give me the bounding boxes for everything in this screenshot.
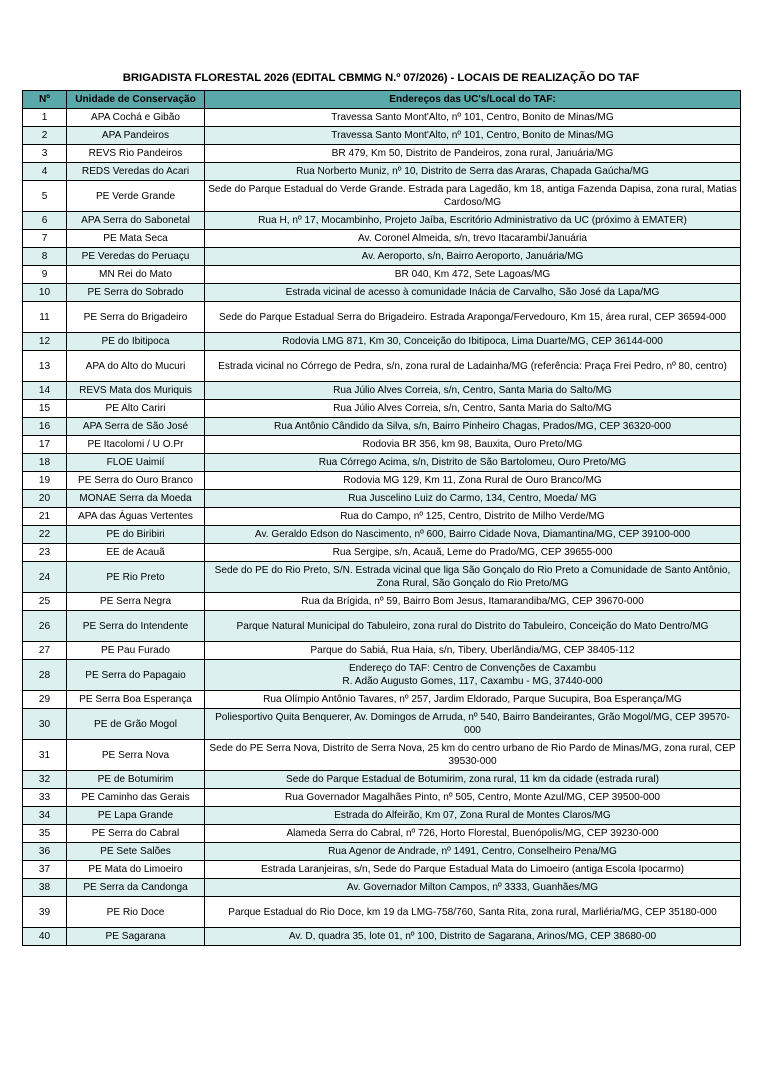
row-number: 28 [23,660,67,691]
row-number: 22 [23,526,67,544]
row-unit: PE Itacolomi / U O.Pr [67,436,205,454]
row-unit: PE Rio Preto [67,562,205,593]
row-unit: PE Alto Cariri [67,400,205,418]
table-row [23,740,741,771]
row-unit: PE Serra Negra [67,593,205,611]
table-row [23,454,741,472]
row-number: 31 [23,740,67,771]
row-unit: PE do Biribiri [67,526,205,544]
table-row [23,709,741,740]
row-number: 29 [23,691,67,709]
row-unit: PE Serra do Papagaio [67,660,205,691]
table-row [23,771,741,789]
table-row [23,897,741,928]
row-address: Rua Juscelino Luiz do Carmo, 134, Centro, Moeda/ MG [205,490,741,508]
table-row [23,400,741,418]
row-unit: APA das Águas Vertentes [67,508,205,526]
table-row [23,928,741,946]
row-unit: PE Serra do Brigadeiro [67,302,205,333]
row-number: 13 [23,351,67,382]
row-number: 26 [23,611,67,642]
table-row [23,230,741,248]
table-row [23,526,741,544]
row-unit: APA Serra de São José [67,418,205,436]
table-row [23,843,741,861]
row-address: Rodovia LMG 871, Km 30, Conceição do Ibitipoca, Lima Duarte/MG, CEP 36144-000 [205,333,741,351]
table-row [23,789,741,807]
row-number: 20 [23,490,67,508]
row-unit: APA Pandeiros [67,127,205,145]
row-number: 40 [23,928,67,946]
row-number: 14 [23,382,67,400]
table-row [23,562,741,593]
table-row [23,642,741,660]
row-number: 21 [23,508,67,526]
row-address: Sede do Parque Estadual de Botumirim, zona rural, 11 km da cidade (estrada rural) [205,771,741,789]
row-address: Rua Governador Magalhães Pinto, nº 505, Centro, Monte Azul/MG, CEP 39500-000 [205,789,741,807]
row-number: 30 [23,709,67,740]
row-unit: PE Serra do Ouro Branco [67,472,205,490]
table-header-row [23,91,741,109]
row-number: 6 [23,212,67,230]
row-unit: APA Serra do Sabonetal [67,212,205,230]
row-unit: PE Serra da Candonga [67,879,205,897]
table-row [23,266,741,284]
table-row [23,691,741,709]
row-number: 24 [23,562,67,593]
row-unit: MN Rei do Mato [67,266,205,284]
row-unit: PE Caminho das Gerais [67,789,205,807]
table-row [23,302,741,333]
row-address-line: R. Adão Augusto Gomes, 117, Caxambu - MG, 37440-000 [342,676,603,687]
row-number: 8 [23,248,67,266]
row-number: 9 [23,266,67,284]
row-number: 17 [23,436,67,454]
row-address: Sede do PE do Rio Preto, S/N. Estrada vicinal que liga São Gonçalo do Rio Preto a Comunidade de Santo Antônio, Zona Rural, São Gonçalo do Rio Preto/MG [205,562,741,593]
row-unit: PE do Ibitipoca [67,333,205,351]
row-address: Sede do Parque Estadual do Verde Grande. Estrada para Lagedão, km 18, antiga Fazenda Dapisa, zona rural, Matias Cardoso/MG [205,181,741,212]
row-unit: REDS Veredas do Acari [67,163,205,181]
row-number: 5 [23,181,67,212]
row-address: Estrada vicinal no Córrego de Pedra, s/n, zona rural de Ladainha/MG (referência: Praça Frei Pedro, nº 80, centro) [205,351,741,382]
row-unit: PE Serra do Sobrado [67,284,205,302]
row-unit: PE Pau Furado [67,642,205,660]
table-row [23,825,741,843]
row-unit: PE Sete Salões [67,843,205,861]
row-address: Travessa Santo Mont'Alto, nº 101, Centro, Bonito de Minas/MG [205,109,741,127]
row-number: 19 [23,472,67,490]
row-address: Rua H, nº 17, Mocambinho, Projeto Jaíba, Escritório Administrativo da UC (próximo à EMATER) [205,212,741,230]
row-address: BR 040, Km 472, Sete Lagoas/MG [205,266,741,284]
row-number: 18 [23,454,67,472]
table-row [23,145,741,163]
row-unit: REVS Mata dos Muriquis [67,382,205,400]
table-row [23,490,741,508]
row-address: Rua do Campo, nº 125, Centro, Distrito de Milho Verde/MG [205,508,741,526]
row-address: Sede do PE Serra Nova, Distrito de Serra Nova, 25 km do centro urbano de Rio Pardo de Minas/MG, zona rural, CEP 39530-000 [205,740,741,771]
table-row [23,508,741,526]
row-number: 27 [23,642,67,660]
row-address: Estrada Laranjeiras, s/n, Sede do Parque Estadual Mata do Limoeiro (antiga Escola Ipocarmo) [205,861,741,879]
row-address: Poliesportivo Quita Benquerer, Av. Domingos de Arruda, nº 540, Bairro Bandeirantes, Grão Mogol/MG, CEP 39570-000 [205,709,741,740]
row-address: Av. Geraldo Edson do Nascimento, nº 600, Bairro Cidade Nova, Diamantina/MG, CEP 39100-000 [205,526,741,544]
row-unit: PE Verde Grande [67,181,205,212]
table-row [23,351,741,382]
row-address: Av. Aeroporto, s/n, Bairro Aeroporto, Januária/MG [205,248,741,266]
row-number: 23 [23,544,67,562]
table-row [23,418,741,436]
table-row [23,109,741,127]
row-unit: PE Sagarana [67,928,205,946]
row-unit: PE Serra Boa Esperança [67,691,205,709]
row-unit: APA do Alto do Mucuri [67,351,205,382]
row-address: Parque do Sabiá, Rua Haia, s/n, Tibery, Uberlândia/MG, CEP 38405-112 [205,642,741,660]
row-number: 11 [23,302,67,333]
row-address: Parque Natural Municipal do Tabuleiro, zona rural do Distrito do Tabuleiro, Conceição do Mato Dentro/MG [205,611,741,642]
row-number: 10 [23,284,67,302]
row-address: Alameda Serra do Cabral, nº 726, Horto Florestal, Buenópolis/MG, CEP 39230-000 [205,825,741,843]
row-address: Rua Agenor de Andrade, nº 1491, Centro, Conselheiro Pena/MG [205,843,741,861]
table-row [23,333,741,351]
row-address-line: Endereço do TAF: Centro de Convenções de Caxambu [348,663,597,674]
row-unit: PE Veredas do Peruaçu [67,248,205,266]
row-address: Rodovia MG 129, Km 11, Zona Rural de Ouro Branco/MG [205,472,741,490]
row-number: 3 [23,145,67,163]
table-row [23,660,741,691]
row-address: Rua Júlio Alves Correia, s/n, Centro, Santa Maria do Salto/MG [205,400,741,418]
row-address: Av. Governador Milton Campos, nº 3333, Guanhães/MG [205,879,741,897]
header-number: Nº [23,91,67,109]
row-unit: PE Serra do Intendente [67,611,205,642]
row-unit: MONAE Serra da Moeda [67,490,205,508]
row-address: Rua Júlio Alves Correia, s/n, Centro, Santa Maria do Salto/MG [205,382,741,400]
table-row [23,879,741,897]
row-address: Travessa Santo Mont'Alto, nº 101, Centro, Bonito de Minas/MG [205,127,741,145]
table-row [23,284,741,302]
page-title: BRIGADISTA FLORESTAL 2026 (EDITAL CBMMG N.º 07/2026) - LOCAIS DE REALIZAÇÃO DO TAF [122,72,640,84]
table-row [23,472,741,490]
row-number: 37 [23,861,67,879]
header-address: Endereços das UC's/Local do TAF: [205,91,741,109]
row-number: 38 [23,879,67,897]
row-address: Rua Norberto Muniz, nº 10, Distrito de Serra das Araras, Chapada Gaúcha/MG [205,163,741,181]
row-number: 16 [23,418,67,436]
row-address: BR 479, Km 50, Distrito de Pandeiros, zona rural, Januária/MG [205,145,741,163]
row-unit: PE Mata Seca [67,230,205,248]
row-address: Sede do Parque Estadual Serra do Brigadeiro. Estrada Araponga/Fervedouro, Km 15, área rural, CEP 36594-000 [205,302,741,333]
table-row [23,163,741,181]
row-address: Rua Olímpio Antônio Tavares, nº 257, Jardim Eldorado, Parque Sucupira, Boa Esperança/MG [205,691,741,709]
table-row [23,436,741,454]
row-address: Parque Estadual do Rio Doce, km 19 da LMG-758/760, Santa Rita, zona rural, Marliéria/MG, CEP 35180-000 [205,897,741,928]
row-unit: APA Cochá e Gibão [67,109,205,127]
row-number: 35 [23,825,67,843]
row-number: 34 [23,807,67,825]
row-address: Estrada vicinal de acesso à comunidade Inácia de Carvalho, São José da Lapa/MG [205,284,741,302]
row-number: 39 [23,897,67,928]
table-row [23,248,741,266]
table-row [23,807,741,825]
row-unit: PE de Botumirim [67,771,205,789]
locations-table [22,90,741,946]
row-address: Rua Sergipe, s/n, Acauã, Leme do Prado/MG, CEP 39655-000 [205,544,741,562]
row-number: 7 [23,230,67,248]
table-body [23,109,741,946]
row-number: 32 [23,771,67,789]
row-unit: PE Mata do Limoeiro [67,861,205,879]
row-address: Rua da Brígida, nº 59, Bairro Bom Jesus, Itamarandiba/MG, CEP 39670-000 [205,593,741,611]
table-row [23,611,741,642]
row-unit: PE Rio Doce [67,897,205,928]
table-row [23,127,741,145]
table-row [23,181,741,212]
header-unit: Unidade de Conservação [67,91,205,109]
row-number: 12 [23,333,67,351]
row-unit: PE Serra do Cabral [67,825,205,843]
row-unit: PE Serra Nova [67,740,205,771]
table-row [23,382,741,400]
row-unit: PE Lapa Grande [67,807,205,825]
row-number: 36 [23,843,67,861]
row-address [205,660,741,691]
row-unit: REVS Rio Pandeiros [67,145,205,163]
row-number: 1 [23,109,67,127]
table-row [23,544,741,562]
row-address: Av. D, quadra 35, lote 01, nº 100, Distrito de Sagarana, Arinos/MG, CEP 38680-00 [205,928,741,946]
table-row [23,593,741,611]
row-address: Rodovia BR 356, km 98, Bauxita, Ouro Preto/MG [205,436,741,454]
row-address: Rua Córrego Acima, s/n, Distrito de São Bartolomeu, Ouro Preto/MG [205,454,741,472]
row-address: Estrada do Alfeirão, Km 07, Zona Rural de Montes Claros/MG [205,807,741,825]
row-unit: FLOE Uaimií [67,454,205,472]
row-address: Rua Antônio Cândido da Silva, s/n, Bairro Pinheiro Chagas, Prados/MG, CEP 36320-000 [205,418,741,436]
row-number: 2 [23,127,67,145]
row-number: 33 [23,789,67,807]
row-unit: PE de Grão Mogol [67,709,205,740]
row-unit: EE de Acauã [67,544,205,562]
row-number: 25 [23,593,67,611]
row-number: 15 [23,400,67,418]
table-row [23,861,741,879]
row-number: 4 [23,163,67,181]
table-row [23,212,741,230]
row-address: Av. Coronel Almeida, s/n, trevo Itacarambi/Januária [205,230,741,248]
